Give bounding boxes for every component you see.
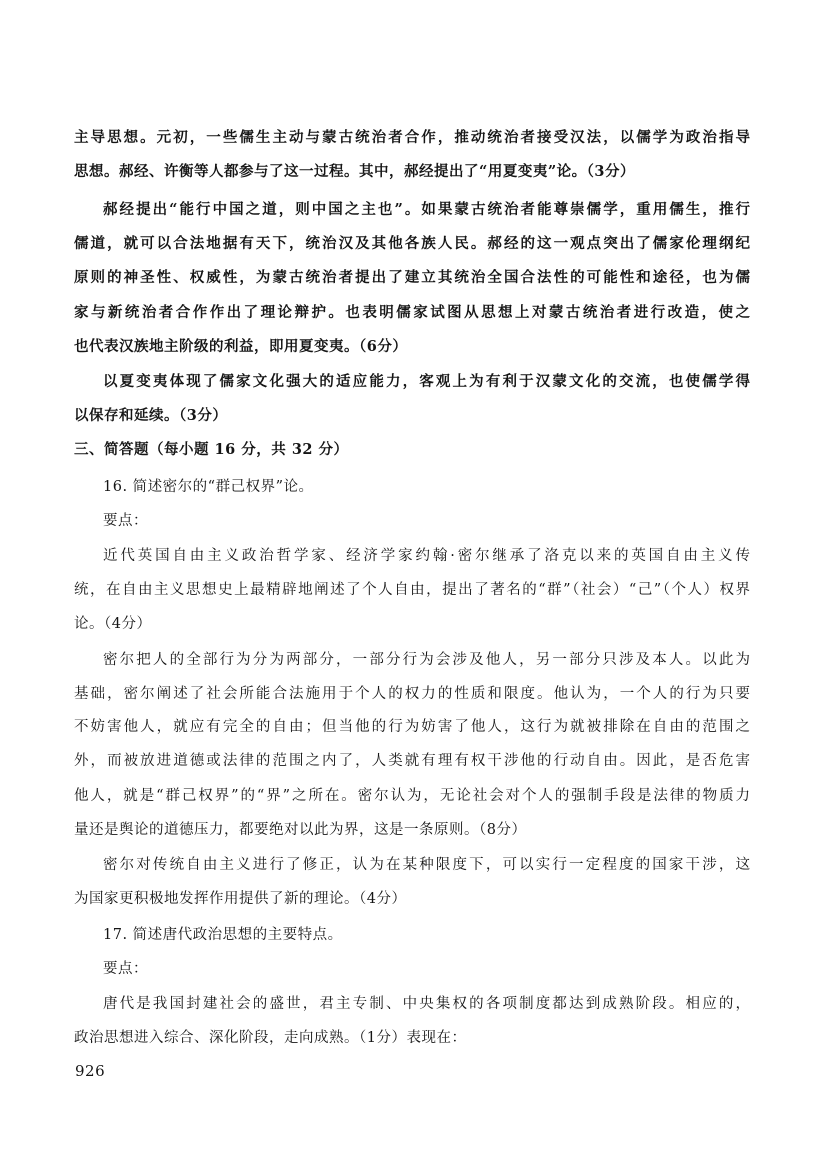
page-number: 926 xyxy=(75,1062,106,1080)
text-line: 外，而被放进道德或法律的范围之内了，人类就有理有权干涉他的行动自由。因此，是否危害 xyxy=(74,753,750,769)
text-line: 论。（4分） xyxy=(74,616,152,632)
text-line: 政治思想进入综合、深化阶段，走向成熟。（1分）表现在： xyxy=(74,1030,467,1046)
text-line: 基础，密尔阐述了社会所能合法施用于个人的权力的性质和限度。他认为，一个人的行为只要 xyxy=(74,686,750,702)
text-line: 以保存和延续。（3分） xyxy=(74,407,228,424)
text-line: 近代英国自由主义政治哲学家、经济学家约翰·密尔继承了洛克以来的英国自由主义传 xyxy=(103,548,750,564)
question-title: 17. 简述唐代政治思想的主要特点。 xyxy=(103,927,343,943)
key-points-label: 要点： xyxy=(103,961,148,977)
text-line: 唐代是我国封建社会的盛世，君主专制、中央集权的各项制度都达到成熟阶段。相应的， xyxy=(103,996,750,1012)
text-line: 原则的神圣性、权威性，为蒙古统治者提出了建立其统治全国合法性的可能性和途径，也为儒 xyxy=(74,269,750,286)
text-line: 密尔把人的全部行为分为两部分，一部分行为会涉及他人，另一部分只涉及本人。以此为 xyxy=(103,652,750,668)
text-line: 不妨害他人，就应有完全的自由；但当他的行为妨害了他人，这行为就被排除在自由的范围之 xyxy=(74,719,750,735)
text-line: 也代表汉族地主阶级的利益，即用夏变夷。（6分） xyxy=(74,338,408,355)
text-line: 家与新统治者合作作出了理论辩护。也表明儒家试图从思想上对蒙古统治者进行改造，使之 xyxy=(74,304,750,321)
text-line: 密尔对传统自由主义进行了修正，认为在某种限度下，可以实行一定程度的国家干涉，这 xyxy=(103,857,750,873)
text-line: 为国家更积极地发挥作用提供了新的理论。（4分） xyxy=(74,891,407,907)
text-line: 量还是舆论的道德压力，都要绝对以此为界，这是一条原则。（8分） xyxy=(74,822,527,838)
section-heading: 三、简答题（每小题 16 分，共 32 分） xyxy=(74,441,349,458)
key-points-label: 要点： xyxy=(103,513,148,529)
text-line: 郝经提出“能行中国之道，则中国之主也”。如果蒙古统治者能尊崇儒学，重用儒生，推行 xyxy=(103,201,750,218)
text-line: 统，在自由主义思想史上最精辟地阐述了个人自由，提出了著名的“群”（社会）“己”（个人）权界 xyxy=(74,582,750,598)
text-line: 以夏变夷体现了儒家文化强大的适应能力，客观上为有利于汉蒙文化的交流，也使儒学得 xyxy=(103,373,750,390)
text-line: 他人，就是“群己权界”的“界”之所在。密尔认为，无论社会对个人的强制手段是法律的物质力 xyxy=(74,788,750,804)
question-title: 16. 简述密尔的“群己权界”论。 xyxy=(103,479,314,495)
text-line: 思想。郝经、许衡等人都参与了这一过程。其中，郝经提出了“用夏变夷”论。（3分） xyxy=(74,163,636,180)
text-line: 主导思想。元初，一些儒生主动与蒙古统治者合作，推动统治者接受汉法，以儒学为政治指导 xyxy=(74,129,750,146)
text-line: 儒道，就可以合法地据有天下，统治汉及其他各族人民。郝经的这一观点突出了儒家伦理纲纪 xyxy=(74,235,750,252)
